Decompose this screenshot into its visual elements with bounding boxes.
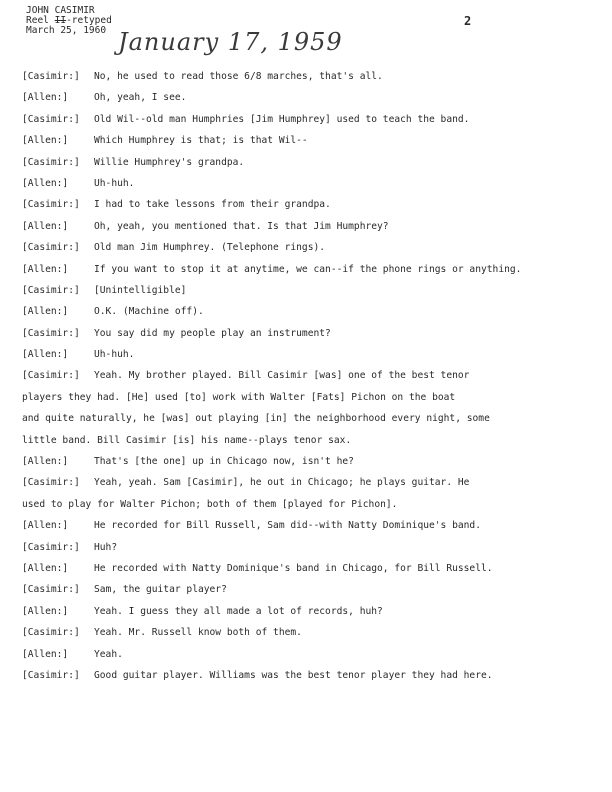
spoken-text: Uh-huh. [94,177,135,189]
spoken-text: Good guitar player. Williams was the best tenor player they had here. [94,669,493,681]
spoken-text: Yeah. [94,648,123,660]
spoken-text: That's [the one] up in Chicago now, isn't he? [94,456,354,468]
spoken-text: [Unintelligible] [94,284,187,296]
spoken-text: Huh? [94,541,118,553]
speaker-label: [Allen:] [22,456,69,468]
spoken-text: Old man Jim Humphrey. (Telephone rings). [94,242,326,254]
speaker-label: [Casimir:] [22,541,80,553]
speaker-label: [Allen:] [22,220,69,232]
transcript-line [22,387,592,408]
reel-struck-number: II [54,15,67,26]
spoken-text: players they had. [He] used [to] work with Walter [Fats] Pichon on the boat [22,391,456,403]
transcript-line [22,494,592,515]
transcript-line [22,66,592,87]
speaker-label: [Casimir:] [22,370,80,382]
spoken-text: Uh-huh. [94,349,135,361]
speaker-label: [Allen:] [22,605,69,617]
speaker-label: [Casimir:] [22,242,80,254]
page-number: 2 [464,14,472,28]
transcript-line [22,665,592,686]
transcript-line [22,472,592,493]
transcript-line [22,216,592,237]
spoken-text: No, he used to read those 6/8 marches, that's all. [94,71,383,82]
transcript-line [22,515,592,536]
handwritten-date: January 17, 1959 [118,28,343,56]
spoken-text: He recorded with Natty Dominique's band in Chicago, for Bill Russell. [94,562,493,574]
transcript-line [22,601,592,622]
speaker-label: [Casimir:] [22,156,80,168]
transcript-line [22,408,592,429]
transcript-line [22,152,592,173]
transcript-line [22,344,592,365]
spoken-text: Sam, the guitar player? [94,584,227,596]
spoken-text: Willie Humphrey's grandpa. [94,156,245,168]
transcript-line [22,622,592,643]
spoken-text: used to play for Walter Pichon; both of them [played for Pichon]. [22,498,398,510]
transcript-line [22,109,592,130]
speaker-label: [Allen:] [22,306,69,318]
spoken-text: O.K. (Machine off). [94,306,204,318]
transcript-line [22,301,592,322]
speaker-label: [Allen:] [22,562,69,574]
transcript-line [22,130,592,151]
speaker-label: [Casimir:] [22,113,80,125]
transcript-line [22,579,592,600]
spoken-text: and quite naturally, he [was] out playing [in] the neighborhood every night, some [22,413,490,425]
transcript-line [22,237,592,258]
speaker-label: [Casimir:] [22,71,80,82]
speaker-label: [Casimir:] [22,627,80,639]
transcript-line [22,194,592,215]
spoken-text: You say did my people play an instrument? [94,327,331,339]
spoken-text: Old Wil--old man Humphries [Jim Humphrey] used to teach the band. [94,113,470,125]
spoken-text: He recorded for Bill Russell, Sam did--with Natty Dominique's band. [94,520,481,532]
spoken-text: Yeah. My brother played. Bill Casimir [was] one of the best tenor [94,370,470,382]
retype-date: March 25, 1960 [26,25,107,36]
transcript-line [22,430,592,451]
document-header [26,6,112,36]
reel-suffix: -retyped [66,15,112,26]
spoken-text: Which Humphrey is that; is that Wil-- [94,135,308,147]
reel-prefix: Reel [26,15,55,26]
interviewee-name: JOHN CASIMIR [26,5,95,16]
speaker-label: [Allen:] [22,263,69,275]
transcript-body [22,66,592,686]
speaker-label: [Allen:] [22,648,69,660]
speaker-label: [Casimir:] [22,284,80,296]
speaker-label: [Casimir:] [22,477,80,489]
speaker-label: [Allen:] [22,349,69,361]
transcript-line [22,644,592,665]
transcript-line [22,280,592,301]
spoken-text: Oh, yeah, you mentioned that. Is that Jim Humphrey? [94,220,389,232]
speaker-label: [Casimir:] [22,199,80,211]
spoken-text: Oh, yeah, I see. [94,92,187,104]
spoken-text: Yeah, yeah. Sam [Casimir], he out in Chicago; he plays guitar. He [94,477,470,489]
speaker-label: [Casimir:] [22,327,80,339]
speaker-label: [Allen:] [22,520,69,532]
spoken-text: Yeah. I guess they all made a lot of records, huh? [94,605,383,617]
speaker-label: [Allen:] [22,135,69,147]
spoken-text: little band. Bill Casimir [is] his name--plays tenor sax. [22,434,352,446]
transcript-line [22,259,592,280]
transcript-line [22,558,592,579]
speaker-label: [Casimir:] [22,584,80,596]
spoken-text: Yeah. Mr. Russell know both of them. [94,627,302,639]
speaker-label: [Allen:] [22,177,69,189]
speaker-label: [Casimir:] [22,669,80,681]
spoken-text: I had to take lessons from their grandpa. [94,199,331,211]
transcript-line [22,537,592,558]
speaker-label: [Allen:] [22,92,69,104]
transcript-line [22,87,592,108]
transcript-line [22,365,592,386]
transcript-line [22,323,592,344]
spoken-text: If you want to stop it at anytime, we can--if the phone rings or anything. [94,263,522,275]
transcript-line [22,451,592,472]
transcript-line [22,173,592,194]
